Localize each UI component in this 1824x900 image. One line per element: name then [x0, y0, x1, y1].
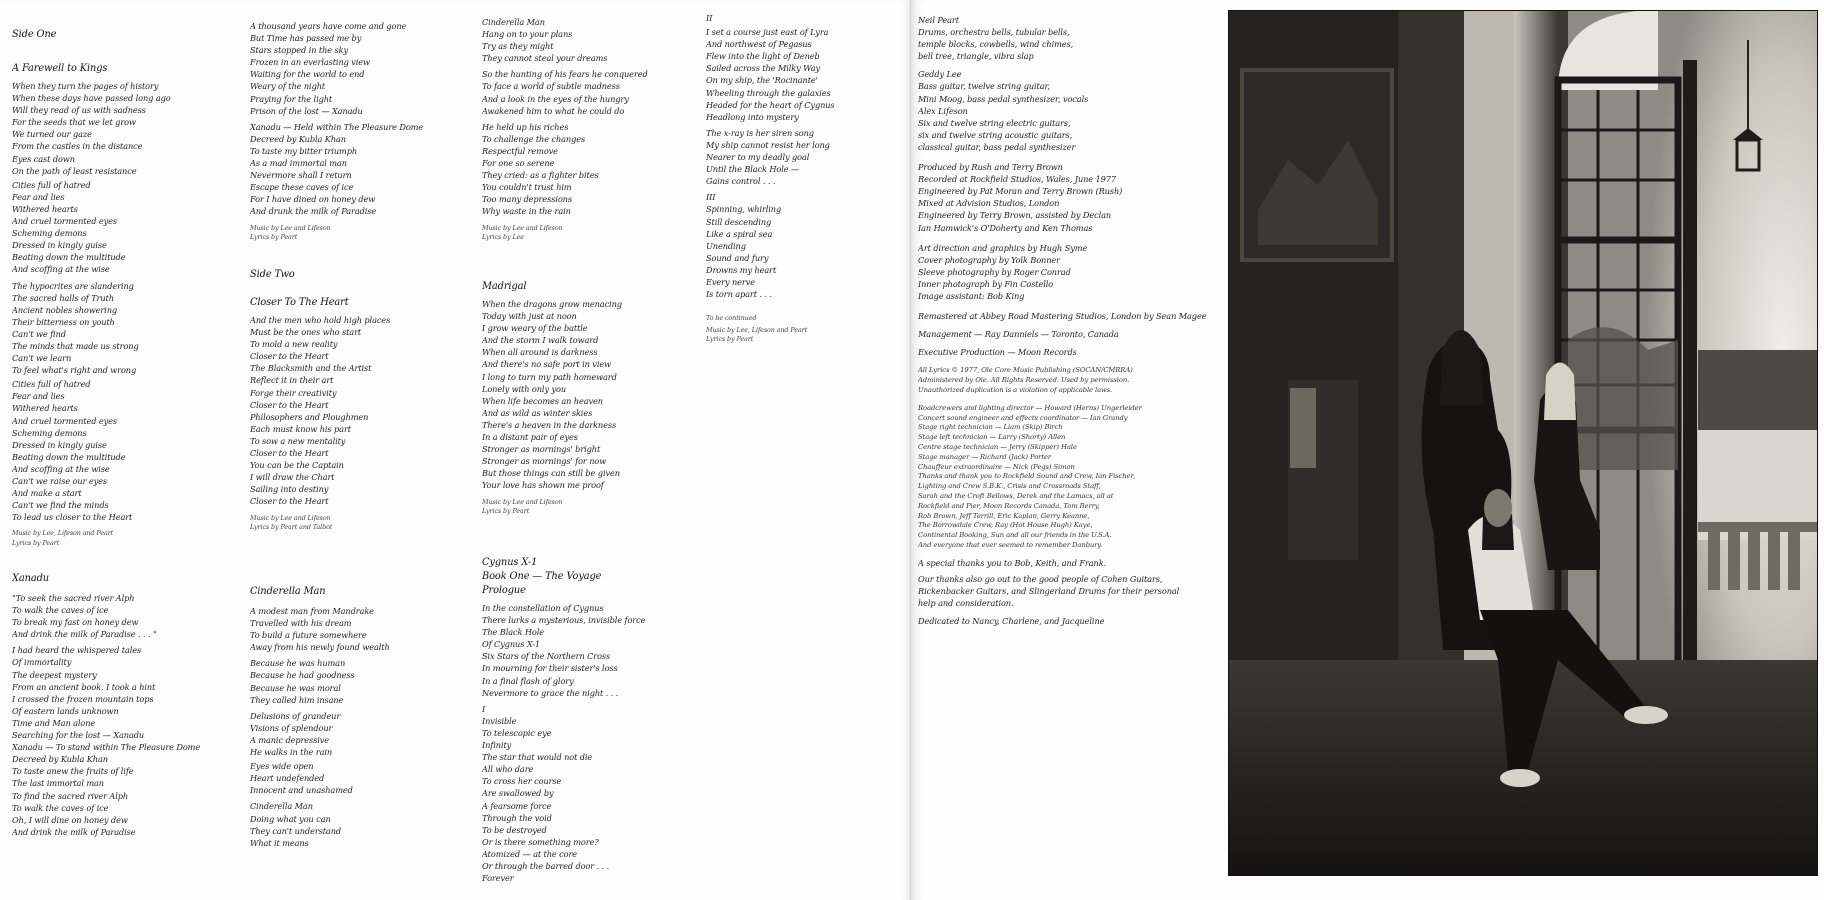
column-3-upper: [482, 8, 702, 243]
text-line: The sacred halls of Truth: [12, 292, 114, 303]
text-line: And drink the milk of Paradise . . . ": [12, 629, 157, 640]
text-line: When life becomes an heaven: [482, 395, 603, 406]
text-line: Drowns my heart: [706, 264, 777, 275]
text-line: I grow weary of the battle: [482, 323, 588, 334]
text-line: To lead us closer to the Heart: [12, 512, 133, 523]
text-line: Will they read of us with sadness: [12, 105, 146, 116]
text-line: Delusions of grandeur: [250, 710, 341, 721]
text-line: Nearer to my deadly goal: [706, 152, 810, 163]
text-line: Awakened him to what he could do: [482, 105, 625, 116]
credit-line: Music by Lee and Lifeson: [250, 513, 331, 522]
text-line: Eyes wide open: [250, 761, 314, 772]
text-line: Weary of the night: [250, 81, 326, 92]
text-line: Flew into the light of Deneb: [706, 51, 820, 62]
text-line: Away from his newly found wealth: [250, 642, 390, 653]
text-line: Or through the barred door . . .: [482, 860, 610, 871]
text-line: Why waste in the rain: [482, 206, 571, 217]
text-line: Cinderella Man: [482, 17, 545, 27]
credit-line: Lyrics by Peart: [706, 335, 754, 344]
text-line: Sailing into destiny: [250, 484, 329, 495]
text-line: To find the sacred river Alph: [12, 790, 129, 801]
text-line: And drunk the milk of Paradise: [250, 206, 377, 217]
text-line: Geddy Lee: [918, 69, 962, 80]
text-line: I crossed the frozen mountain tops: [12, 693, 154, 704]
text-line: Waiting for the world to end: [250, 69, 365, 80]
text-line: To build a future somewhere: [250, 630, 367, 641]
credit-line: Music by Lee and Lifeson: [250, 223, 331, 232]
text-line: My ship cannot resist her long: [706, 139, 830, 150]
text-line: Roadcrewers and lighting director — Howard (Herns) Ungerleider: [918, 403, 1142, 412]
column-2-upper: [250, 6, 475, 243]
text-line: And northwest of Pegasus: [706, 39, 812, 50]
text-line: When all around is darkness: [482, 347, 598, 358]
text-line: Wheeling through the galaxies: [706, 87, 831, 98]
text-line: A manic depressive: [250, 734, 330, 745]
text-line: To walk the caves of ice: [12, 605, 109, 616]
text-line: In a distant pair of eyes: [482, 432, 578, 443]
text-line: Visions of splendour: [250, 722, 333, 733]
text-line: Philosophers and Ploughmen: [250, 411, 369, 422]
text-line: Drums, orchestra bells, tubular bells,: [918, 27, 1070, 38]
text-line: Rickenbacker Guitars, and Slingerland Drums for their personal: [918, 585, 1180, 596]
text-line: Travelled with his dream: [250, 618, 352, 629]
text-line: And the men who hold high places: [250, 315, 391, 325]
text-line: Neil Peart: [918, 15, 959, 25]
text-line: Unending: [706, 240, 746, 251]
section-heading: Madrigal: [482, 281, 527, 292]
text-line: Sound and fury: [706, 252, 769, 263]
text-line: Through the void: [482, 812, 552, 823]
text-line: Unauthorized duplication is a violation of applicable laws.: [918, 385, 1113, 394]
text-line: Must be the ones who start: [250, 327, 362, 338]
text-line: Your love has shown me proof: [482, 480, 604, 491]
text-line: A fearsome force: [482, 800, 552, 811]
credit-line: Music by Lee, Lifeson and Peart: [12, 529, 114, 538]
text-line: They cried: as a fighter bites: [482, 170, 599, 181]
text-line: When they turn the pages of history: [12, 81, 159, 91]
text-line: In a final flash of glory: [482, 675, 574, 686]
text-line: Remastered at Abbey Road Mastering Studios, London by Sean Magee: [918, 311, 1207, 322]
text-line: Sailed across the Milky Way: [706, 63, 821, 74]
text-line: Until the Black Hole —: [706, 164, 800, 175]
text-line: Cities full of hatred: [12, 379, 91, 390]
text-line: Time and Man alone: [12, 717, 96, 728]
text-line: On the path of least resistance: [12, 165, 137, 176]
text-line: Ian Hamwick's O'Doherty and Ken Thomas: [918, 222, 1093, 233]
text-line: To cross her course: [482, 776, 562, 787]
section-heading: Side Two: [250, 269, 295, 280]
text-line: And a look in the eyes of the hungry: [482, 93, 629, 104]
text-line: As a mad immortal man: [250, 158, 347, 169]
text-line: six and twelve string acoustic guitars,: [918, 129, 1073, 140]
text-line: And cruel tormented eyes: [12, 216, 117, 227]
column-3-middle: [482, 280, 702, 517]
text-line: Prison of the lost — Xanadu: [250, 105, 363, 116]
text-line: Because he was human: [250, 658, 346, 669]
text-line: When the dragons grow menacing: [482, 299, 622, 309]
text-line: Rob Brown, Jeff Terrill, Eric Kaplan, Gerry Keanne,: [918, 511, 1090, 520]
text-line: To taste anew the fruits of life: [12, 766, 134, 777]
text-line: He held up his riches: [482, 121, 569, 132]
text-line: The Borrowdale Crew, Ray (Hot House Hugh) Kaye,: [918, 521, 1093, 530]
text-line: They can't understand: [250, 825, 342, 836]
text-line: The Black Hole: [482, 627, 544, 638]
text-line: Can't we learn: [12, 353, 72, 364]
text-line: And as wild as winter skies: [482, 407, 593, 418]
section-heading: Book One — The Voyage: [482, 571, 602, 582]
text-line: And there's no safe port in view: [482, 359, 611, 370]
text-line: We turned our gaze: [12, 129, 92, 140]
text-line: Xanadu — To stand within The Pleasure Dome: [12, 742, 201, 753]
section-heading: Cinderella Man: [250, 586, 326, 597]
column-4: [706, 4, 906, 345]
text-line: From an ancient book. I took a hint: [12, 681, 156, 692]
text-line: Their bitterness on youth: [12, 316, 115, 327]
text-line: Frozen in an everlasting view: [250, 57, 370, 68]
text-line: Eyes cast down: [12, 153, 75, 164]
text-line: Decreed by Kubla Khan: [250, 133, 346, 144]
text-line: Are swallowed by: [482, 788, 554, 799]
text-line: Each must know his part: [250, 423, 351, 434]
text-line: Concert sound engineer and effects coordinator — Ian Grandy: [918, 413, 1128, 422]
section-heading: Cygnus X-1: [482, 557, 538, 568]
text-line: Inner photograph by Fin Costello: [918, 278, 1054, 289]
text-line: Beating down the multitude: [12, 451, 126, 462]
text-line: Six Stars of the Northern Cross: [482, 651, 611, 662]
text-line: Withered hearts: [12, 203, 78, 214]
text-line: Because he was moral: [250, 682, 341, 693]
text-line: Still descending: [706, 216, 772, 227]
text-line: Of immortality: [12, 657, 72, 668]
text-line: Engineered by Terry Brown, assisted by Declan: [918, 210, 1112, 221]
text-line: Cities full of hatred: [12, 179, 91, 190]
text-line: The hypocrites are slandering: [12, 280, 134, 291]
text-line: All Lyrics © 1977, Ole Core Music Publishing (SOCAN/CMRRA): [918, 366, 1133, 375]
text-line: Every nerve: [706, 276, 755, 287]
text-line: And cruel tormented eyes: [12, 415, 117, 426]
text-line: From the castles in the distance: [12, 141, 143, 152]
column-1-upper: [12, 20, 242, 548]
text-line: Respectful remove: [482, 145, 558, 156]
section-heading: Closer To The Heart: [250, 297, 349, 308]
text-line: Six and twelve string electric guitars,: [918, 117, 1071, 128]
text-line: Gains control . . .: [706, 176, 776, 187]
text-line: On my ship, the 'Rocinante': [706, 75, 818, 86]
text-line: Spinning, whirling: [706, 204, 782, 215]
text-line: Lighting and Crew S.B.K., Crisis and Crossroads Staff,: [918, 482, 1101, 491]
text-line: A special thanks you to Bob, Keith, and Frank.: [918, 557, 1107, 568]
text-line: Mixed at Advision Studios, London: [918, 198, 1060, 209]
credit-line: Lyrics by Peart and Talbot: [250, 523, 333, 531]
text-line: Stronger as mornings' for now: [482, 456, 607, 467]
text-line: To taste my bitter triumph: [250, 145, 358, 156]
text-line: Is torn apart . . .: [706, 289, 772, 300]
text-line: For one so serene: [482, 158, 555, 169]
text-line: The Blacksmith and the Artist: [250, 363, 372, 374]
text-line: For I have dined on honey dew: [250, 194, 376, 205]
text-line: Forge their creativity: [250, 387, 337, 398]
text-line: III: [706, 192, 716, 203]
text-line: Scheming demons: [12, 228, 87, 239]
text-line: bell tree, triangle, vibra slap: [918, 51, 1034, 62]
text-line: Stage right technician — Liam (Skip) Birch: [918, 423, 1063, 432]
text-line: "To seek the sacred river Alph: [12, 593, 135, 603]
credit-line: Lyrics by Peart: [250, 233, 298, 241]
text-line: Stars stopped in the sky: [250, 45, 348, 56]
text-line: Withered hearts: [12, 403, 78, 414]
text-line: Cover photography by Yolk Bonner: [918, 254, 1060, 265]
text-line: A thousand years have come and gone: [250, 21, 407, 31]
text-line: And the storm I walk toward: [482, 335, 599, 346]
text-line: For the seeds that we let grow: [12, 117, 136, 128]
text-line: Invisible: [482, 715, 517, 726]
text-line: Nevermore to grace the night . . .: [482, 687, 619, 698]
text-line: Cinderella Man: [250, 801, 313, 812]
text-line: Of Cygnus X-1: [482, 639, 541, 650]
text-line: Can't we find the minds: [12, 500, 109, 511]
text-line: Today with just at noon: [482, 311, 577, 322]
text-line: What it means: [250, 837, 309, 848]
text-line: Praying for the light: [250, 93, 333, 104]
text-line: To mold a new reality: [250, 339, 338, 350]
text-line: And scoffing at the wise: [12, 463, 110, 474]
text-line: Continental Booking, Sun and all our friends in the U.S.A.: [918, 531, 1112, 540]
text-line: Dressed in kingly guise: [12, 240, 107, 251]
text-line: Our thanks also go out to the good people of Cohen Guitars,: [918, 573, 1163, 584]
text-line: Can't we find: [12, 328, 66, 339]
text-line: They called him insane: [250, 694, 344, 705]
text-line: And drink the milk of Paradise: [12, 826, 136, 837]
text-line: Closer to the Heart: [250, 399, 329, 410]
text-line: Bass guitar, twelve string guitar,: [918, 81, 1050, 92]
text-line: Engineered by Pat Moran and Terry Brown (Rush): [918, 186, 1123, 197]
column-2-middle: [250, 268, 475, 533]
text-line: Art direction and graphics by Hugh Syme: [918, 242, 1088, 253]
text-line: temple blocks, cowbells, wind chimes,: [918, 39, 1074, 50]
text-line: But Time has passed me by: [250, 33, 362, 44]
text-line: Sleeve photography by Roger Conrad: [918, 266, 1071, 277]
text-line: You couldn't trust him: [482, 182, 572, 193]
credit-line: Lyrics by Lee: [482, 233, 524, 241]
text-line: Stage manager — Richard (Jack) Porter: [918, 452, 1052, 461]
text-line: Can't we raise our eyes: [12, 476, 108, 486]
text-line: Headed for the heart of Cygnus: [706, 99, 835, 110]
text-line: Fear and lies: [12, 191, 65, 202]
text-line: Like a spiral sea: [706, 228, 773, 239]
text-line: Executive Production — Moon Records: [918, 347, 1077, 358]
text-line: Too many depressions: [482, 194, 572, 205]
text-line: Reflect it in their art: [250, 375, 334, 386]
text-line: They cannot steal your dreams: [482, 53, 608, 64]
text-line: Ancient nobles showering: [12, 304, 118, 315]
text-line: Xanadu — Held within The Pleasure Dome: [250, 121, 424, 132]
text-line: Infinity: [482, 740, 512, 751]
text-line: Image assistant: Bob King: [918, 290, 1025, 301]
text-line: All who dare: [482, 764, 534, 775]
text-line: Decreed by Kubla Khan: [12, 754, 108, 765]
credit-line: Lyrics by Peart: [12, 538, 60, 547]
text-line: He walks in the rain: [250, 747, 333, 758]
section-heading: Xanadu: [12, 573, 49, 584]
text-line: Sarah and the Croft Bellows, Derek and the Lamacs, all at: [918, 491, 1114, 500]
section-heading: Side One: [12, 29, 57, 40]
text-line: Rockfield and Pier, Moon Records Canada, Tom Berry,: [918, 501, 1100, 510]
text-line: And everyone that ever seemed to remember Danbury.: [918, 540, 1103, 549]
section-heading: A Farewell to Kings: [12, 63, 108, 74]
text-line: Because he had goodness: [250, 670, 355, 681]
text-line: To telescopic eye: [482, 727, 552, 738]
text-line: Alex Lifeson: [918, 105, 968, 116]
text-line: Recorded at Rockfield Studios, Wales, June 1977: [918, 174, 1116, 185]
section-heading: Prologue: [482, 585, 526, 596]
text-line: Headlong into mystery: [706, 111, 799, 122]
text-line: Try as they might: [482, 41, 554, 52]
credit-line: Music by Lee, Lifeson and Peart: [706, 325, 808, 334]
text-line: To feel what's right and wrong: [12, 365, 137, 376]
text-line: Atomized — at the core: [482, 848, 578, 859]
text-line: In mourning for their sister's loss: [482, 663, 618, 674]
credit-line: Music by Lee and Lifeson: [482, 497, 563, 506]
text-line: There's a heaven in the darkness: [482, 419, 617, 430]
text-line: To challenge the changes: [482, 133, 586, 144]
text-line: Hang on to your plans: [482, 29, 573, 40]
text-line: Heart undefended: [250, 773, 325, 784]
text-line: I will draw the Chart: [250, 472, 335, 483]
text-line: Dedicated to Nancy, Charlene, and Jacqueline: [918, 616, 1105, 627]
text-line: To be destroyed: [482, 824, 547, 835]
text-line: There lurks a mysterious, invisible force: [482, 615, 646, 626]
text-line: Oh, I will dine on honey dew: [12, 814, 128, 825]
text-line: Chauffeur extraordinaire — Nick (Pegs) Simon: [918, 462, 1075, 471]
text-line: The star that would not die: [482, 752, 593, 763]
text-line: Innocent and unashamed: [250, 785, 353, 796]
text-line: Administered by Ole. All Rights Reserved. Used by permission.: [918, 376, 1130, 385]
text-line: Lonely with only you: [482, 383, 567, 394]
text-line: I set a course just east of Lyra: [706, 27, 829, 38]
credit-line: Lyrics by Peart: [482, 507, 530, 515]
text-line: Stage left technician — Larry (Shorty) Allen: [918, 433, 1066, 442]
text-line: Nevermore shall I return: [250, 170, 352, 181]
text-line: And scoffing at the wise: [12, 264, 110, 275]
text-line: Forever: [482, 873, 514, 884]
text-line: Fear and lies: [12, 391, 65, 402]
text-line: Thanks and thank you to Rockfield Sound and Crew, Ian Fischer,: [918, 472, 1135, 481]
text-line: I: [482, 703, 486, 714]
text-line: And make a start: [12, 488, 82, 499]
text-line: So the hunting of his fears he conquered: [482, 69, 648, 80]
text-line: To break my fast on honey dew: [12, 617, 139, 628]
text-line: Escape these caves of ice: [250, 182, 354, 193]
text-line: Closer to the Heart: [250, 496, 329, 507]
text-line: The x-ray is her siren song: [706, 127, 814, 138]
text-line: To sow a new mentality: [250, 435, 346, 446]
text-line: In the constellation of Cygnus: [482, 603, 604, 613]
band-photograph-image: [1228, 10, 1818, 876]
credit-line: Music by Lee and Lifeson: [482, 223, 563, 232]
text-line: Searching for the lost — Xanadu: [12, 730, 145, 741]
text-line: When these days have passed long ago: [12, 93, 171, 104]
text-line: But those things can still be given: [482, 468, 620, 479]
text-line: To walk the caves of ice: [12, 802, 109, 813]
text-line: Centre stage technician — Jerry (Skipper) Hale: [918, 442, 1077, 451]
credit-line: To be continued: [706, 314, 757, 323]
text-line: Management — Ray Danniels — Toronto, Canada: [918, 329, 1119, 340]
text-line: Closer to the Heart: [250, 448, 329, 459]
column-3-lower: [482, 556, 702, 884]
credits-column: [918, 10, 1218, 627]
column-2-lower: [250, 585, 475, 849]
text-line: Mini Moog, bass pedal synthesizer, vocals: [918, 93, 1089, 104]
text-line: The deepest mystery: [12, 669, 97, 680]
text-line: Of eastern lands unknown: [12, 705, 119, 716]
text-line: Or is there something more?: [482, 836, 599, 847]
text-line: classical guitar, bass pedal synthesizer: [918, 141, 1076, 152]
text-line: Stronger as mornings' bright: [482, 444, 601, 455]
text-line: I had heard the whispered tales: [12, 645, 142, 656]
text-line: I long to turn my path homeward: [482, 371, 617, 382]
text-line: help and consideration.: [918, 597, 1014, 608]
text-line: Closer to the Heart: [250, 351, 329, 362]
text-line: To face a world of subtle madness: [482, 81, 620, 92]
band-photograph: [1228, 10, 1818, 876]
text-line: The last immortal man: [12, 778, 104, 789]
text-line: A modest man from Mandrake: [250, 606, 374, 616]
text-line: You can be the Captain: [250, 460, 344, 471]
column-1-lower: [12, 572, 242, 838]
text-line: Produced by Rush and Terry Brown: [918, 162, 1063, 173]
text-line: Dressed in kingly guise: [12, 439, 107, 450]
text-line: Scheming demons: [12, 427, 87, 438]
text-line: II: [706, 13, 713, 23]
text-line: The minds that made us strong: [12, 340, 139, 351]
text-line: Beating down the multitude: [12, 252, 126, 263]
text-line: Doing what you can: [250, 813, 331, 824]
